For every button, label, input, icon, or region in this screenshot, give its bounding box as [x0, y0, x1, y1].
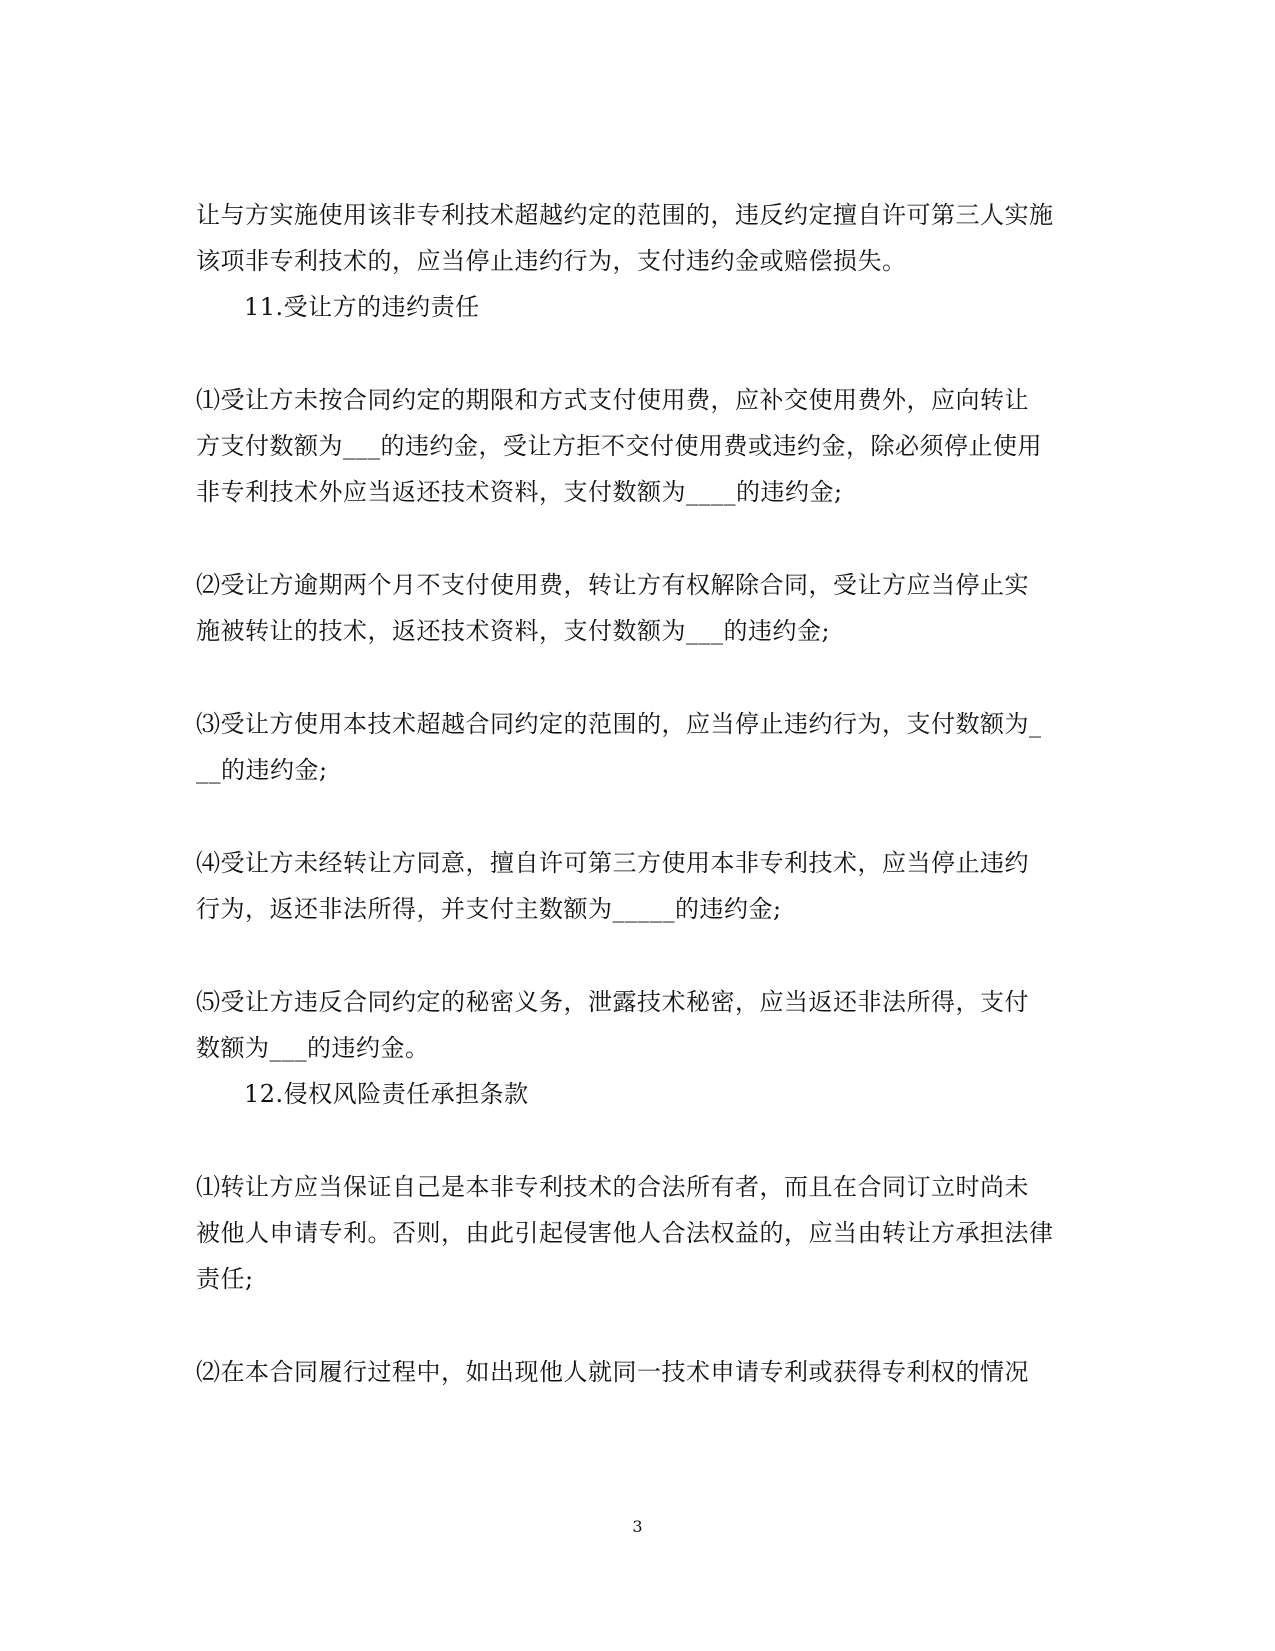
section-heading: 12.侵权风险责任承担条款 [244, 1080, 529, 1108]
section-heading: 11.受让方的违约责任 [244, 293, 480, 321]
text-line: 该项非专利技术的，应当停止违约行为，支付违约金或赔偿损失。 [196, 247, 907, 275]
page-number: 3 [632, 1517, 643, 1536]
text-line: ⑵在本合同履行过程中，如出现他人就同一技术申请专利或获得专利权的情况 [196, 1358, 1029, 1386]
text-line: ⑸受让方违反合同约定的秘密义务，泄露技术秘密，应当返还非法所得，支付 [196, 988, 1029, 1016]
text-line: ⑴转让方应当保证自己是本非专利技术的合法所有者，而且在合同订立时尚未 [196, 1173, 1029, 1201]
text-line: 让与方实施使用该非专利技术超越约定的范围的，违反约定擅自许可第三人实施 [196, 201, 1054, 229]
text-line: 责任; [196, 1265, 254, 1293]
text-line: 被他人申请专利。否则，由此引起侵害他人合法权益的，应当由转让方承担法律 [196, 1219, 1054, 1247]
text-line: 施被转让的技术，返还技术资料，支付数额为___的违约金; [196, 617, 831, 645]
text-line: __的违约金; [196, 756, 328, 784]
text-line: ⑷受让方未经转让方同意，擅自许可第三方使用本非专利技术，应当停止违约 [196, 849, 1029, 877]
text-line: 方支付数额为___的违约金，受让方拒不交付使用费或违约金，除必须停止使用 [196, 432, 1042, 460]
text-line: ⑴受让方未按合同约定的期限和方式支付使用费，应补交使用费外，应向转让 [196, 386, 1029, 414]
text-line: 数额为___的违约金。 [196, 1034, 430, 1062]
text-line: ⑶受让方使用本技术超越合同约定的范围的，应当停止违约行为，支付数额为_ [196, 710, 1042, 738]
text-line: 行为，返还非法所得，并支付主数额为_____的违约金; [196, 895, 782, 923]
text-line: 非专利技术外应当返还技术资料，支付数额为____的违约金; [196, 478, 843, 506]
text-line: ⑵受让方逾期两个月不支付使用费，转让方有权解除合同，受让方应当停止实 [196, 571, 1029, 599]
